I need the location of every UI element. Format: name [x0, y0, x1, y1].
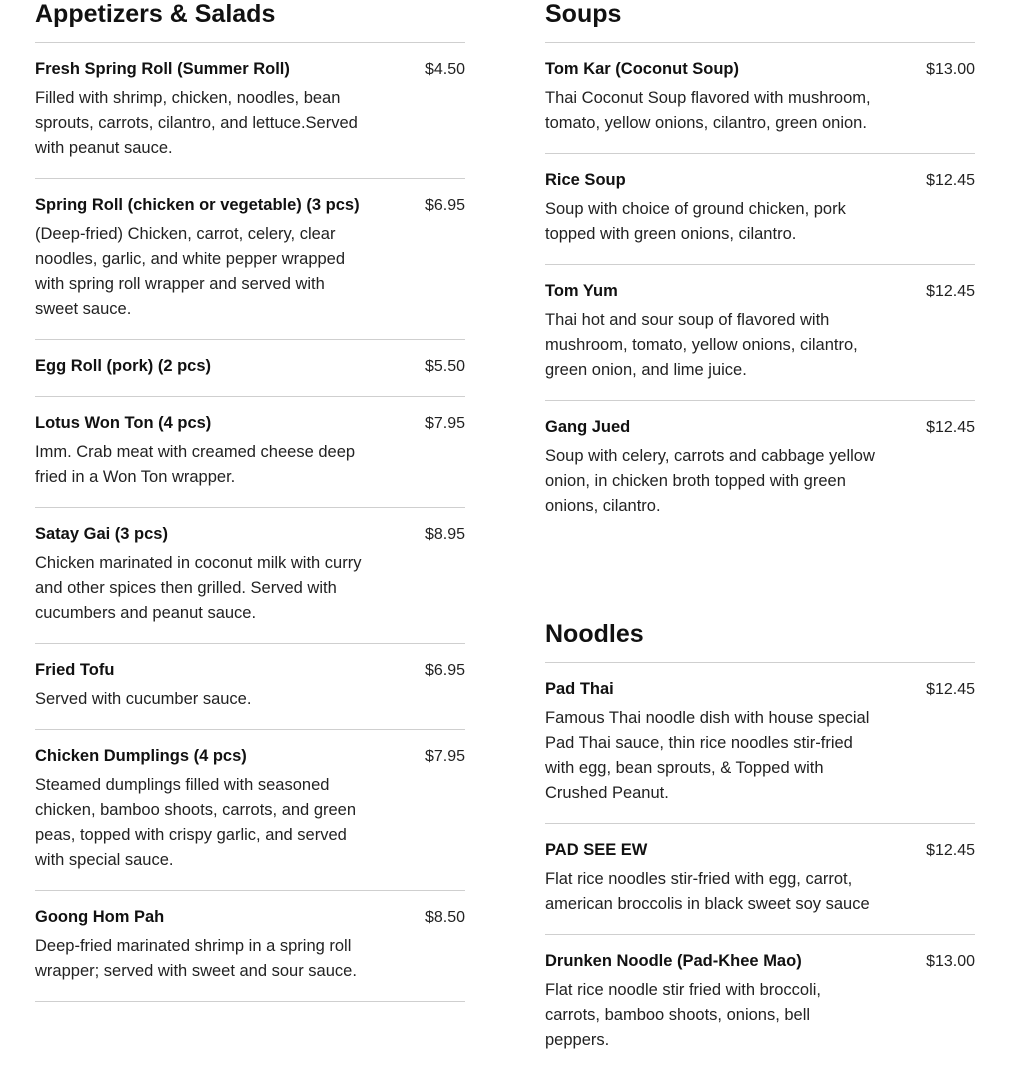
item-price: $12.45 — [926, 842, 975, 859]
item-price: $4.50 — [424, 61, 465, 78]
item-name: Fried Tofu — [35, 661, 115, 679]
item-price: $6.95 — [424, 662, 465, 679]
item-price: $12.45 — [926, 681, 975, 698]
menu-item[interactable] — [35, 644, 465, 730]
item-price: $7.95 — [424, 415, 465, 432]
soups-noodles-column — [545, 0, 975, 1070]
item-name: Rice Soup — [545, 171, 626, 189]
item-price: $8.50 — [424, 909, 465, 926]
menu-item[interactable] — [35, 179, 465, 340]
item-description: Served with cucumber sauce. — [35, 690, 252, 708]
menu-item[interactable] — [545, 265, 975, 401]
menu-item[interactable] — [545, 154, 975, 265]
item-name: Spring Roll (chicken or vegetable) (3 pcs) — [35, 196, 360, 214]
item-name: Chicken Dumplings (4 pcs) — [35, 747, 247, 765]
item-description: Flat rice noodle stir fried with broccoli, carrots, bamboo shoots, onions, bell peppers. — [545, 981, 822, 1049]
item-price: $12.45 — [926, 283, 975, 300]
menu-item[interactable] — [545, 935, 975, 1070]
section-spacer — [545, 536, 975, 620]
section-title-soups: Soups — [545, 0, 975, 43]
item-description: Soup with celery, carrots and cabbage yellow onion, in chicken broth topped with green onions, cilantro. — [545, 447, 875, 515]
menu-item[interactable] — [35, 397, 465, 508]
item-name: Fresh Spring Roll (Summer Roll) — [35, 60, 290, 78]
menu-item[interactable] — [35, 43, 465, 179]
item-name: Tom Kar (Coconut Soup) — [545, 60, 740, 78]
menu-item[interactable] — [545, 663, 975, 824]
item-description: Steamed dumplings filled with seasoned chicken, bamboo shoots, carrots, and green peas, topped with crispy garlic, and served with special sauce. — [35, 776, 357, 869]
item-description: Flat rice noodles stir-fried with egg, carrot, american broccolis in black sweet soy sauce — [545, 870, 870, 913]
item-name: Tom Yum — [545, 282, 618, 300]
item-name: PAD SEE EW — [545, 841, 648, 859]
menu-item[interactable] — [545, 824, 975, 935]
menu-item[interactable] — [35, 508, 465, 644]
item-price: $7.95 — [424, 748, 465, 765]
item-description: Imm. Crab meat with creamed cheese deep fried in a Won Ton wrapper. — [35, 443, 356, 486]
item-price: $13.00 — [926, 953, 975, 970]
menu-item[interactable] — [35, 340, 465, 397]
item-description: Famous Thai noodle dish with house special Pad Thai sauce, thin rice noodles stir-fried with egg, bean sprouts, & Topped with Crushed Peanut. — [545, 709, 870, 802]
item-name: Pad Thai — [545, 680, 614, 698]
item-description: Soup with choice of ground chicken, pork topped with green onions, cilantro. — [545, 200, 846, 243]
item-name: Goong Hom Pah — [35, 908, 165, 926]
item-price: $12.45 — [926, 172, 975, 189]
section-title-noodles: Noodles — [545, 620, 975, 663]
item-description: Thai Coconut Soup flavored with mushroom, tomato, yellow onions, cilantro, green onion. — [545, 89, 871, 132]
item-description: Deep-fried marinated shrimp in a spring roll wrapper; served with sweet and sour sauce. — [35, 937, 357, 980]
item-description: Chicken marinated in coconut milk with curry and other spices then grilled. Served with cucumbers and peanut sauce. — [35, 554, 362, 622]
menu-item[interactable] — [545, 43, 975, 154]
item-price: $8.95 — [424, 526, 465, 543]
item-name: Satay Gai (3 pcs) — [35, 525, 168, 543]
appetizers-column — [35, 0, 465, 1002]
item-description: Filled with shrimp, chicken, noodles, bean sprouts, carrots, cilantro, and lettuce.Served with peanut sauce. — [35, 89, 358, 157]
item-price: $12.45 — [926, 419, 975, 436]
section-title-appetizers: Appetizers & Salads — [35, 0, 465, 43]
menu-item[interactable] — [35, 730, 465, 891]
item-name: Drunken Noodle (Pad-Khee Mao) — [545, 952, 802, 970]
item-name: Egg Roll (pork) (2 pcs) — [35, 357, 212, 375]
item-name: Lotus Won Ton (4 pcs) — [35, 414, 212, 432]
item-price: $6.95 — [424, 197, 465, 214]
menu-item[interactable] — [545, 401, 975, 536]
item-description: Thai hot and sour soup of flavored with mushroom, tomato, yellow onions, cilantro, green onion, and lime juice. — [545, 311, 858, 379]
item-price: $5.50 — [424, 358, 465, 375]
item-name: Gang Jued — [545, 418, 631, 436]
item-price: $13.00 — [926, 61, 975, 78]
menu-item[interactable] — [35, 891, 465, 1002]
item-description: (Deep-fried) Chicken, carrot, celery, clear noodles, garlic, and white pepper wrapped with spring roll wrapper and served with sweet sauce. — [35, 225, 346, 318]
